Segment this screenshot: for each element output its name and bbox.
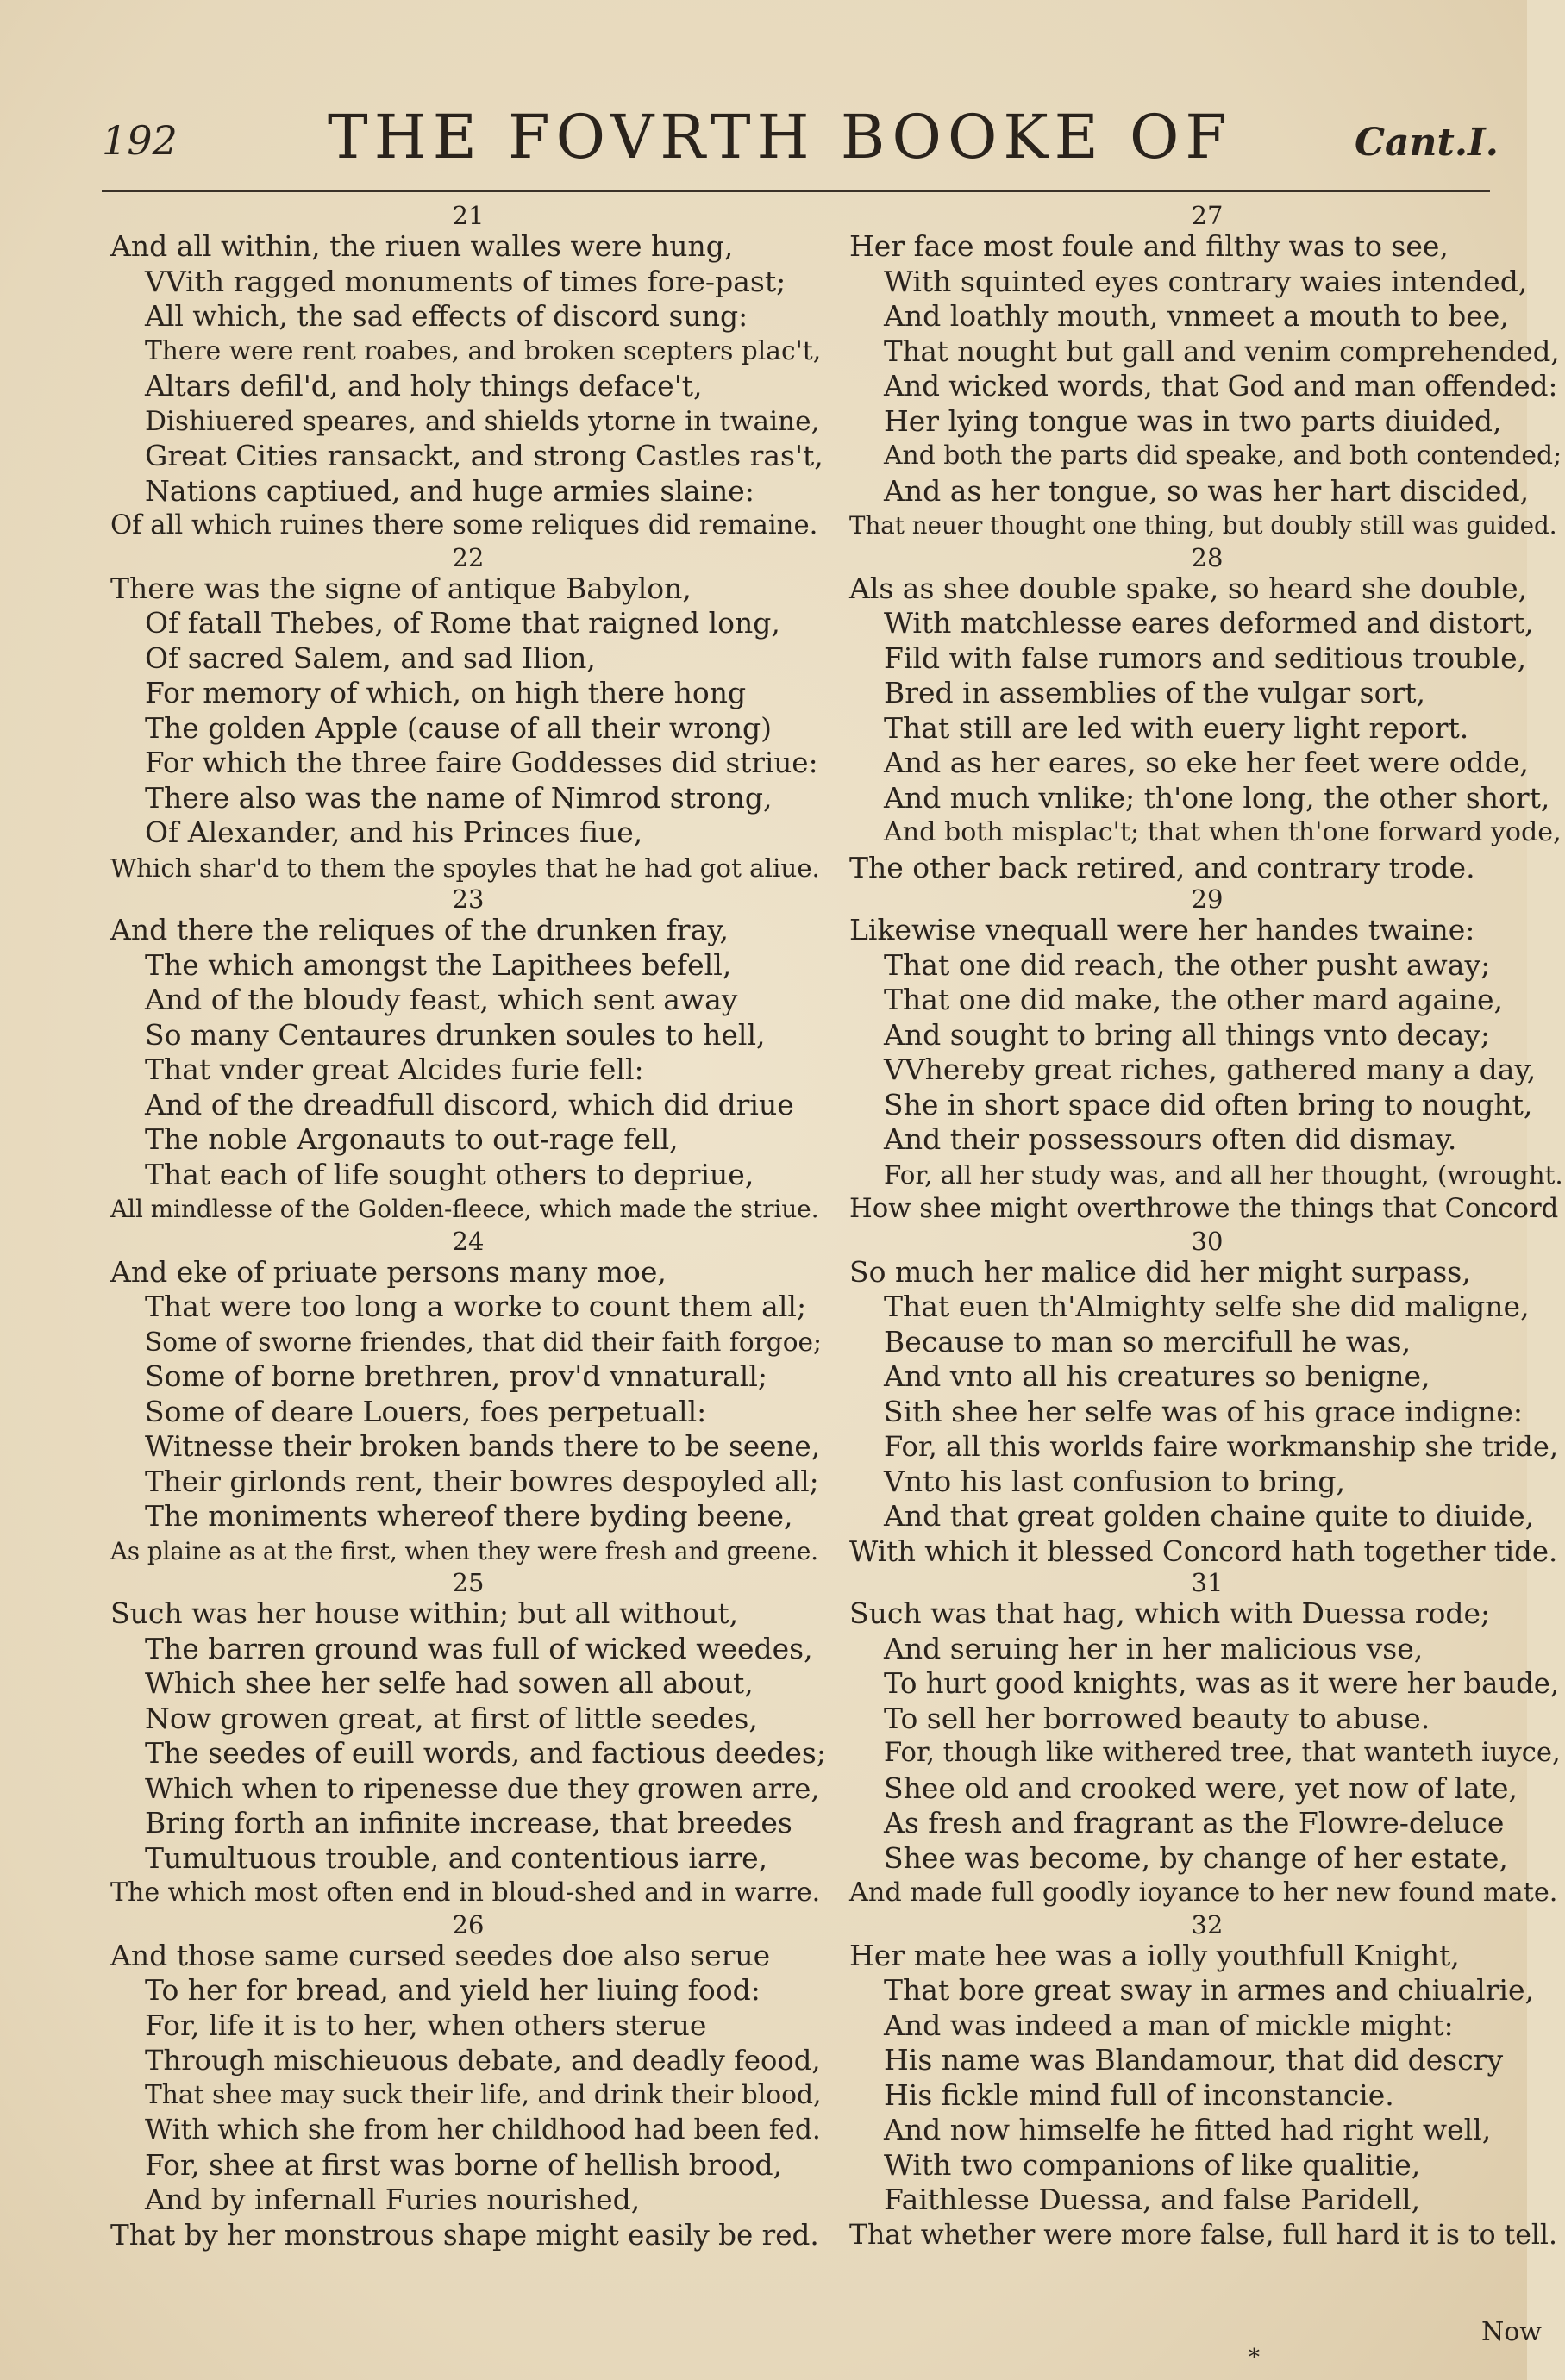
verse-line: How shee might overthrowe the things that Concord: [849, 1194, 1559, 1224]
verse-line: And eke of priuate persons many moe,: [110, 1254, 667, 1289]
verse-line: With two companions of like qualitie,: [884, 2147, 1421, 2182]
verse-line: And sought to bring all things vnto decay;: [884, 1017, 1491, 1052]
stanza-number: 28: [1191, 542, 1224, 572]
verse-line: Dishiuered speares, and shields ytorne in twaine,: [145, 405, 820, 437]
signature-mark: *: [1249, 2345, 1260, 2371]
stanza: [849, 1227, 1565, 1570]
verse-line: Because to man so mercifull he was,: [884, 1324, 1412, 1359]
verse-line: Shee old and crooked were, yet now of late,: [884, 1771, 1518, 1805]
verse-line: For, life it is to her, when others sterue: [145, 2008, 707, 2042]
verse-line: With squinted eyes contrary waies intended,: [884, 264, 1528, 298]
verse-line: So much her malice did her might surpass,: [849, 1254, 1471, 1289]
stanza-number: 32: [1191, 1909, 1224, 1940]
catchword: Now: [1481, 2317, 1542, 2347]
stanza-number: 29: [1191, 884, 1224, 914]
verse-line: And by infernall Furies nourished,: [145, 2183, 641, 2216]
verse-line: That bore great sway in armes and chiualrie,: [884, 1973, 1534, 2007]
verse-line: And that great golden chaine quite to diuide,: [884, 1499, 1535, 1533]
verse-line: There also was the name of Nimrod strong,: [145, 780, 773, 815]
stanza: [849, 885, 1565, 1227]
verse-line: That by her monstrous shape might easily be red.: [110, 2218, 819, 2252]
verse-line: Now growen great, at first of little seedes,: [145, 1701, 758, 1735]
verse-line: His name was Blandamour, that did descry: [884, 2043, 1504, 2077]
left-column: [110, 202, 826, 2252]
verse-line: And made full goodly ioyance to her new found mate.: [849, 1877, 1558, 1908]
stanza-number: 26: [452, 1909, 485, 1940]
verse-line: Of fatall Thebes, of Rome that raigned long,: [145, 606, 780, 640]
verse-line: And both misplac't; that when th'one forward yode,: [884, 817, 1562, 847]
verse-line: Some of sworne friendes, that did their faith forgoe;: [145, 1327, 823, 1357]
verse-line: Witnesse their broken bands there to be seene,: [145, 1430, 821, 1463]
verse-line: Her lying tongue was in two parts diuided,: [884, 403, 1502, 438]
verse-line: As plaine as at the first, when they were fresh and greene.: [110, 1536, 819, 1565]
verse-line: As fresh and fragrant as the Flowre-deluce: [884, 1806, 1505, 1840]
verse-line: That each of life sought others to depriue,: [145, 1157, 754, 1191]
verse-line: For, though like withered tree, that wanteth iuyce,: [884, 1738, 1561, 1768]
verse-line: Als as shee double spake, so heard she double,: [849, 571, 1528, 605]
verse-line: And loathly mouth, vnmeet a mouth to bee,: [884, 299, 1509, 333]
verse-line: Of all which ruines there some reliques did remaine.: [110, 510, 818, 540]
verse-line: That one did make, the other mard againe,: [884, 983, 1503, 1016]
verse-line: For, all her study was, and all her thought, (wrought.: [884, 1159, 1563, 1190]
stanza: [110, 1227, 826, 1570]
verse-line: With which she from her childhood had been fed.: [145, 2115, 821, 2146]
verse-line: That one did reach, the other pusht away;: [884, 947, 1491, 982]
verse-line: And there the reliques of the drunken fray,: [110, 913, 729, 946]
verse-line: And as her tongue, so was her hart discided,: [884, 473, 1530, 508]
stanza-number: 24: [452, 1226, 485, 1256]
verse-line: For, all this worlds faire workmanship she tride,: [884, 1430, 1559, 1463]
stanza-number: 21: [452, 201, 485, 230]
verse-line: Sith shee her selfe was of his grace indigne:: [884, 1394, 1523, 1428]
verse-line: Tumultuous trouble, and contentious iarre,: [145, 1840, 768, 1875]
verse-line: And those same cursed seedes doe also serue: [110, 1938, 771, 1972]
verse-line: Through mischieuous debate, and deadly feood,: [145, 2044, 821, 2077]
stanza: [110, 885, 826, 1227]
verse-line: The seedes of euill words, and factious deedes;: [145, 1736, 826, 1770]
verse-line: That whether were more false, full hard it is to tell.: [849, 2219, 1558, 2251]
verse-line: With which it blessed Concord hath together tide.: [849, 1534, 1558, 1568]
stanza: [849, 202, 1565, 544]
verse-line: And much vnlike; th'one long, the other short,: [884, 780, 1550, 815]
verse-line: To hurt good knights, was as it were her baude,: [884, 1667, 1560, 1700]
verse-line: Vnto his last confusion to bring,: [884, 1464, 1345, 1498]
verse-line: Altars defil'd, and holy things deface't,: [145, 369, 703, 403]
verse-line: The noble Argonauts to out-rage fell,: [145, 1122, 679, 1156]
verse-line: There was the signe of antique Babylon,: [110, 571, 692, 605]
verse-line: Such was her house within; but all without,: [110, 1596, 739, 1630]
verse-line: And all within, the riuen walles were hung,: [110, 229, 734, 263]
stanza: [110, 1569, 826, 1911]
verse-line: That vnder great Alcides furie fell:: [145, 1053, 644, 1086]
verse-line: Their girlonds rent, their bowres despoyled all;: [145, 1465, 819, 1498]
verse-line: And as her eares, so eke her feet were odde,: [884, 746, 1529, 779]
verse-line: Some of borne brethren, prov'd vnnaturall;: [145, 1359, 767, 1393]
verse-line: And both the parts did speake, and both contended;: [884, 440, 1562, 471]
running-title: THE FOVRTH BOOKE OF: [328, 102, 1233, 172]
verse-line: Some of deare Louers, foes perpetuall:: [145, 1394, 707, 1428]
verse-line: The golden Apple (cause of all their wrong): [145, 710, 772, 745]
verse-line: For which the three faire Goddesses did striue:: [145, 746, 818, 779]
verse-line: Her face most foule and filthy was to see,: [849, 229, 1449, 263]
verse-line: And wicked words, that God and man offended:: [884, 370, 1558, 403]
verse-line: Faithlesse Duessa, and false Paridell,: [884, 2183, 1421, 2216]
verse-line: Her mate hee was a iolly youthfull Knight,: [849, 1938, 1460, 1972]
verse-line: All mindlesse of the Golden-fleece, which made the striue.: [110, 1195, 819, 1223]
verse-line: And their possessours often did dismay.: [884, 1122, 1457, 1156]
verse-line: Nations captiued, and huge armies slaine:: [145, 473, 754, 508]
stanza: [110, 1911, 826, 2253]
verse-line: And of the bloudy feast, which sent away: [145, 983, 738, 1016]
stanza: [849, 1911, 1565, 2253]
verse-line: That shee may suck their life, and drink their blood,: [145, 2079, 822, 2110]
verse-line: For, shee at first was borne of hellish brood,: [145, 2147, 783, 2182]
verse-line: The which most often end in bloud-shed and in warre.: [110, 1877, 821, 1908]
verse-line: Such was that hag, which with Duessa rode;: [849, 1596, 1491, 1630]
verse-line: So many Centaures drunken soules to hell,: [145, 1017, 766, 1052]
verse-line: Shee was become, by change of her estate,: [884, 1840, 1508, 1875]
header-rule: [102, 190, 1490, 192]
verse-line: To sell her borrowed beauty to abuse.: [884, 1701, 1430, 1735]
verse-line: Great Cities ransackt, and strong Castles ras't,: [145, 439, 823, 472]
stanza: [110, 544, 826, 886]
stanza-number: 27: [1191, 201, 1224, 230]
verse-line: That neuer thought one thing, but doubly still was guided.: [849, 511, 1557, 540]
stanza-number: 22: [452, 542, 485, 572]
verse-line: Which shar'd to them the spoyles that he had got aliue.: [110, 853, 820, 883]
verse-line: And now himselfe he fitted had right well,: [884, 2113, 1492, 2146]
verse-line: That were too long a worke to count them all;: [145, 1290, 807, 1323]
verse-line: Fild with false rumors and seditious trouble,: [884, 640, 1527, 675]
stanza: [110, 202, 826, 544]
verse-line: Bring forth an infinite increase, that breedes: [145, 1806, 792, 1840]
verse-line: The moniments whereof there byding beene,: [145, 1499, 793, 1533]
verse-line: That euen th'Almighty selfe she did maligne,: [884, 1290, 1530, 1323]
verse-line: VVith ragged monuments of times fore-past;: [145, 264, 786, 298]
verse-line: Which when to ripenesse due they growen arre,: [145, 1771, 820, 1805]
stanza-number: 30: [1191, 1226, 1224, 1256]
verse-line: And was indeed a man of mickle might:: [884, 2008, 1454, 2042]
verse-line: That nought but gall and venim comprehended,: [884, 334, 1560, 368]
verse-line: To her for bread, and yield her liuing food:: [145, 1973, 761, 2007]
verse-line: Bred in assemblies of the vulgar sort,: [884, 676, 1425, 709]
verse-line: The which amongst the Lapithees befell,: [145, 947, 732, 982]
page-header: [102, 102, 1499, 179]
verse-line: And seruing her in her malicious vse,: [884, 1631, 1424, 1665]
canto-label: Cant.I.: [1354, 121, 1499, 165]
verse-line: She in short space did often bring to nought,: [884, 1087, 1533, 1121]
right-column: [849, 202, 1565, 2252]
verse-line: Of sacred Salem, and sad Ilion,: [145, 640, 596, 675]
verse-line: With matchlesse eares deformed and distort,: [884, 606, 1534, 640]
verse-line: There were rent roabes, and broken scepters plac't,: [145, 335, 822, 366]
verse-line: And vnto all his creatures so benigne,: [884, 1359, 1430, 1393]
verse-line: That still are led with euery light report.: [884, 710, 1469, 745]
verse-line: The barren ground was full of wicked weedes,: [145, 1631, 813, 1665]
verse-line: VVhereby great riches, gathered many a day,: [884, 1053, 1537, 1086]
verse-line: The other back retired, and contrary trode.: [849, 850, 1475, 884]
verse-line: For memory of which, on high there hong: [145, 676, 747, 709]
verse-line: And of the dreadfull discord, which did driue: [145, 1087, 794, 1121]
verse-line: All which, the sad effects of discord sung:: [145, 299, 748, 333]
stanza-number: 23: [452, 884, 485, 914]
verse-line: Which shee her selfe had sowen all about,: [145, 1666, 754, 1700]
stanza: [849, 544, 1565, 886]
verse-line: His fickle mind full of inconstancie.: [884, 2077, 1394, 2112]
stanza-number: 31: [1191, 1568, 1224, 1597]
stanza-number: 25: [452, 1568, 485, 1597]
stanza: [849, 1569, 1565, 1911]
verse-line: Likewise vnequall were her handes twaine:: [849, 913, 1475, 946]
verse-line: Of Alexander, and his Princes fiue,: [145, 815, 643, 849]
page-number: 192: [102, 117, 178, 164]
